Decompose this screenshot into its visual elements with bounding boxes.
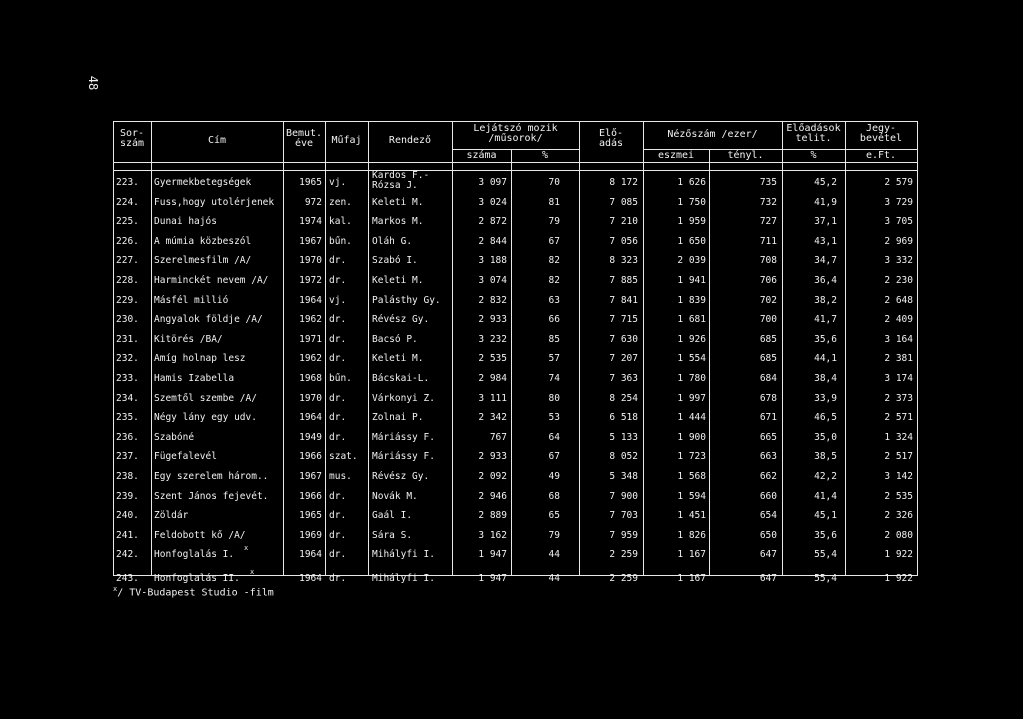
cell-ev: 1969 — [299, 529, 322, 541]
cell-mozi: 3 232 — [478, 333, 507, 345]
cell-telit: 41,7 — [814, 314, 837, 326]
cell-pct: 85 — [548, 333, 560, 345]
cell-mozi: 2 933 — [478, 314, 507, 326]
cell-mufaj: vj. — [329, 177, 347, 188]
cell-ea: 7 363 — [609, 373, 638, 384]
cell-ea: 8 052 — [609, 451, 638, 463]
cell-pct: 53 — [548, 412, 560, 424]
cell-ea: 7 207 — [609, 353, 638, 365]
cell-pct: 67 — [548, 451, 560, 463]
telit-subheader-rule — [782, 149, 917, 150]
cell-n: 230. — [116, 314, 139, 326]
cell-ea: 7 841 — [609, 294, 638, 306]
cell-cim: Angyalok földje /A/ — [154, 314, 263, 326]
cell-cim: Másfél millió — [154, 294, 229, 306]
cell-mozi: 3 097 — [478, 177, 507, 188]
cell-ea: 2 259 — [609, 549, 638, 561]
header-mozik: Lejátszó mozik /műsorok/ — [473, 123, 558, 144]
cell-teny: 735 — [759, 177, 777, 188]
header-bemut: Bemut. éve — [285, 128, 323, 149]
tv-studio-mark: x — [244, 544, 249, 553]
cell-pct: 82 — [548, 275, 560, 286]
header-mozik-pct: % — [541, 150, 549, 161]
cell-mufaj: dr. — [329, 490, 347, 502]
cell-teny: 665 — [759, 431, 777, 443]
cell-esz: 1 626 — [677, 177, 706, 188]
cell-teny: 702 — [759, 294, 777, 306]
cell-ev: 1965 — [299, 510, 322, 522]
cell-rend: Mihályfi I. — [372, 549, 435, 561]
cell-cim: Fügefalevél — [154, 451, 217, 463]
cell-cim: Feldobott kő /A/ — [154, 529, 246, 541]
cell-telit: 42,2 — [814, 471, 837, 482]
cell-n: 237. — [116, 451, 139, 463]
cell-n: 243. — [116, 573, 139, 584]
cell-pct: 80 — [548, 392, 560, 404]
cell-telit: 43,1 — [814, 235, 837, 247]
header-eszmei: eszmei — [657, 150, 695, 161]
cell-teny: 654 — [759, 510, 777, 522]
cell-cim: Dunai hajós — [154, 216, 217, 228]
cell-jegy: 3 705 — [884, 216, 913, 228]
cell-rend: Máriássy F. — [372, 431, 435, 443]
cell-ev: 1972 — [299, 275, 322, 286]
cell-cim: Fuss,hogy utolérjenek — [154, 196, 275, 208]
cell-ev: 1967 — [299, 235, 322, 247]
header-telit-pct: % — [810, 150, 817, 161]
cell-pct: 82 — [548, 255, 560, 267]
cell-mozi: 2 946 — [478, 490, 507, 502]
cell-mozi: 3 188 — [478, 255, 507, 267]
cell-n: 241. — [116, 529, 139, 541]
cell-rend: Kardos F.- Rózsa J. — [372, 170, 430, 191]
cell-telit: 36,4 — [814, 275, 837, 286]
cell-ea: 7 715 — [609, 314, 638, 326]
cell-jegy: 2 080 — [884, 529, 913, 541]
cell-esz: 1 594 — [677, 490, 706, 502]
cell-cim: Szent János fejevét. — [154, 490, 269, 502]
cell-ev: 1965 — [299, 177, 322, 188]
cell-telit: 35,6 — [814, 333, 837, 345]
cell-rend: Máriássy F. — [372, 451, 435, 463]
header-nezoszam: Nézőszám /ezer/ — [667, 129, 758, 140]
cell-n: 232. — [116, 353, 139, 365]
cell-pct: 79 — [548, 216, 560, 228]
cell-ev: 1967 — [299, 471, 322, 482]
cell-ev: 1962 — [299, 353, 322, 365]
film-statistics-table — [113, 121, 917, 584]
cell-esz: 1 959 — [677, 216, 706, 228]
cell-pct: 66 — [548, 314, 560, 326]
cell-ev: 1970 — [299, 392, 322, 404]
cell-ev: 1962 — [299, 314, 322, 326]
cell-mufaj: zen. — [329, 196, 352, 208]
cell-telit: 55,4 — [814, 549, 837, 561]
cell-ea: 7 630 — [609, 333, 638, 345]
cell-teny: 685 — [759, 333, 777, 345]
cell-telit: 38,2 — [814, 294, 837, 306]
tv-studio-mark: x — [250, 568, 255, 576]
cell-cim: Amíg holnap lesz — [154, 353, 246, 365]
cell-jegy: 3 729 — [884, 196, 913, 208]
cell-ev: 1968 — [299, 373, 322, 384]
cell-mufaj: dr. — [329, 529, 347, 541]
cell-n: 238. — [116, 471, 139, 482]
cell-rend: Szabó I. — [372, 255, 418, 267]
cell-ea: 8 323 — [609, 255, 638, 267]
cell-jegy: 2 571 — [884, 412, 913, 424]
cell-telit: 35,6 — [814, 529, 837, 541]
cell-teny: 685 — [759, 353, 777, 365]
cell-esz: 1 723 — [677, 451, 706, 463]
cell-ev: 1974 — [299, 216, 322, 228]
cell-mozi: 3 074 — [478, 275, 507, 286]
header-jegybevetel: Jegy- bevétel — [859, 123, 903, 144]
cell-n: 226. — [116, 235, 139, 247]
cell-mozi: 2 872 — [478, 216, 507, 228]
cell-rend: Gaál I. — [372, 510, 413, 522]
cell-pct: 79 — [548, 529, 560, 541]
cell-cim: Honfoglalás I. — [154, 549, 235, 561]
cell-ea: 5 348 — [609, 471, 638, 482]
cell-jegy: 3 142 — [884, 471, 913, 482]
cell-rend: Keleti M. — [372, 196, 424, 208]
cell-rend: Bácskai-L. — [372, 373, 430, 384]
cell-n: 240. — [116, 510, 139, 522]
cell-mufaj: dr. — [329, 431, 347, 443]
cell-ea: 7 900 — [609, 490, 638, 502]
cell-n: 228. — [116, 275, 139, 286]
cell-esz: 1 997 — [677, 392, 706, 404]
cell-rend: Bacsó P. — [372, 333, 418, 345]
cell-ev: 1966 — [299, 451, 322, 463]
cell-mufaj: bűn. — [329, 235, 352, 247]
cell-n: 223. — [116, 177, 139, 188]
cell-mufaj: vj. — [329, 294, 347, 306]
cell-cim: Hamis Izabella — [154, 373, 235, 384]
header-tenyl: tényl. — [727, 150, 764, 161]
cell-jegy: 2 326 — [884, 510, 913, 522]
cell-telit: 37,1 — [814, 216, 837, 228]
cell-teny: 700 — [759, 314, 777, 326]
cell-ev: 1964 — [299, 294, 322, 306]
cell-mozi: 2 844 — [478, 235, 507, 247]
cell-jegy: 2 230 — [884, 275, 913, 286]
cell-jegy: 2 535 — [884, 490, 913, 502]
cell-cim: Négy lány egy udv. — [154, 412, 257, 424]
cell-teny: 663 — [759, 451, 777, 463]
cell-mufaj: dr. — [329, 255, 347, 267]
cell-telit: 38,4 — [814, 373, 837, 384]
cell-telit: 41,9 — [814, 196, 837, 208]
cell-jegy: 3 164 — [884, 333, 913, 345]
cell-ea: 7 703 — [609, 510, 638, 522]
cell-esz: 1 444 — [677, 412, 706, 424]
cell-esz: 1 826 — [677, 529, 706, 541]
footnote — [113, 585, 274, 598]
cell-mufaj: dr. — [329, 510, 347, 522]
header-jegy-unit: e.Ft. — [865, 150, 897, 161]
cell-cim: Honfoglalás II. — [154, 573, 240, 584]
cell-pct: 63 — [548, 294, 560, 306]
header-bottom-rule — [113, 162, 917, 163]
cell-esz: 1 750 — [677, 196, 706, 208]
cell-telit: 45,1 — [814, 510, 837, 522]
cell-ea: 7 210 — [609, 216, 638, 228]
cell-mozi: 1 947 — [478, 573, 507, 584]
header-mozik-szama: száma — [466, 150, 497, 161]
cell-pct: 68 — [548, 490, 560, 502]
cell-mozi: 3 111 — [478, 392, 507, 404]
cell-ea: 7 959 — [609, 529, 638, 541]
cell-pct: 44 — [548, 549, 560, 561]
cell-ev: 1970 — [299, 255, 322, 267]
cell-ev: 972 — [304, 196, 322, 208]
cell-mufaj: dr. — [329, 314, 347, 326]
cell-jegy: 2 409 — [884, 314, 913, 326]
cell-mufaj: dr. — [329, 549, 347, 561]
cell-teny: 647 — [759, 549, 777, 561]
cell-mozi: 3 024 — [478, 196, 507, 208]
cell-n: 229. — [116, 294, 139, 306]
cell-teny: 678 — [759, 392, 777, 404]
cell-cim: Kitörés /BA/ — [154, 333, 223, 345]
cell-cim: Szerelmesfilm /A/ — [154, 255, 252, 267]
cell-jegy: 1 922 — [884, 573, 913, 584]
cell-rend: Várkonyi Z. — [372, 392, 435, 404]
cell-pct: 64 — [548, 431, 560, 443]
cell-teny: 711 — [759, 235, 777, 247]
cell-esz: 1 167 — [677, 549, 706, 561]
cell-mufaj: dr. — [329, 275, 347, 286]
cell-jegy: 2 373 — [884, 392, 913, 404]
footnote-mark: x — [113, 585, 118, 593]
header-mufaj: Műfaj — [331, 135, 362, 146]
cell-ev: 1964 — [299, 573, 322, 584]
cell-teny: 660 — [759, 490, 777, 502]
cell-esz: 1 926 — [677, 333, 706, 345]
cell-jegy: 2 969 — [884, 235, 913, 247]
header-eloadasok-telit: Előadások telit. — [786, 123, 841, 144]
cell-n: 239. — [116, 490, 139, 502]
cell-teny: 727 — [759, 216, 777, 228]
cell-esz: 1 568 — [677, 471, 706, 482]
cell-n: 236. — [116, 431, 139, 443]
cell-pct: 81 — [548, 196, 560, 208]
cell-cim: Szabóné — [154, 431, 195, 443]
cell-teny: 647 — [759, 573, 777, 584]
cell-n: 224. — [116, 196, 139, 208]
cell-jegy: 3 174 — [884, 373, 913, 384]
cell-mozi: 2 535 — [478, 353, 507, 365]
cell-mozi: 2 933 — [478, 451, 507, 463]
cell-telit: 41,4 — [814, 490, 837, 502]
cell-rend: Markos M. — [372, 216, 424, 228]
cell-mufaj: dr. — [329, 573, 347, 584]
cell-mufaj: dr. — [329, 333, 347, 345]
cell-n: 227. — [116, 255, 139, 267]
cell-telit: 44,1 — [814, 353, 837, 365]
cell-cim: Szemtől szembe /A/ — [154, 392, 257, 404]
cell-mufaj: dr. — [329, 353, 347, 365]
cell-cim: Egy szerelem három.. — [154, 471, 269, 482]
cell-esz: 2 039 — [677, 255, 706, 267]
cell-rend: Zolnai P. — [372, 412, 424, 424]
cell-esz: 1 941 — [677, 275, 706, 286]
header-eloadas: Elő- adás — [598, 128, 624, 149]
cell-teny: 662 — [759, 471, 777, 482]
cell-pct: 74 — [548, 373, 560, 384]
cell-telit: 34,7 — [814, 255, 837, 267]
cell-ea: 6 518 — [609, 412, 638, 424]
cell-mufaj: kal. — [329, 216, 352, 228]
cell-pct: 57 — [548, 353, 560, 365]
cell-n: 242. — [116, 549, 139, 561]
cell-ev: 1971 — [299, 333, 322, 345]
table-top-rule — [113, 121, 917, 122]
cell-jegy: 1 324 — [884, 431, 913, 443]
cell-mufaj: dr. — [329, 412, 347, 424]
cell-n: 235. — [116, 412, 139, 424]
cell-n: 233. — [116, 373, 139, 384]
cell-jegy: 3 332 — [884, 255, 913, 267]
cell-mufaj: bűn. — [329, 373, 352, 384]
cell-ea: 2 259 — [609, 573, 638, 584]
cell-pct: 44 — [548, 573, 560, 584]
cell-ea: 8 254 — [609, 392, 638, 404]
cell-telit: 33,9 — [814, 392, 837, 404]
cell-rend: Révész Gy. — [372, 471, 430, 482]
cell-mozi: 2 342 — [478, 412, 507, 424]
cell-mozi: 2 889 — [478, 510, 507, 522]
cell-esz: 1 900 — [677, 431, 706, 443]
cell-esz: 1 650 — [677, 235, 706, 247]
cell-n: 231. — [116, 333, 139, 345]
cell-telit: 46,5 — [814, 412, 837, 424]
cell-telit: 38,5 — [814, 451, 837, 463]
cell-rend: Sára S. — [372, 529, 413, 541]
header-sorszam: Sor- szám — [119, 128, 145, 149]
cell-mufaj: dr. — [329, 392, 347, 404]
cell-mufaj: mus. — [329, 471, 352, 482]
cell-esz: 1 451 — [677, 510, 706, 522]
cell-n: 225. — [116, 216, 139, 228]
cell-mozi: 1 947 — [478, 549, 507, 561]
page-number: 48 — [86, 75, 101, 91]
cell-ea: 7 085 — [609, 196, 638, 208]
cell-esz: 1 681 — [677, 314, 706, 326]
footnote-text: / TV-Budapest Studio -film — [117, 587, 274, 599]
cell-cim: Gyermekbetegségek — [154, 177, 252, 188]
cell-esz: 1 839 — [677, 294, 706, 306]
cell-teny: 650 — [759, 529, 777, 541]
cell-rend: Mihályfi I. — [372, 573, 435, 584]
cell-teny: 706 — [759, 275, 777, 286]
cell-rend: Oláh G. — [372, 235, 413, 247]
cell-teny: 732 — [759, 196, 777, 208]
cell-ev: 1964 — [299, 412, 322, 424]
body-top-rule — [113, 170, 917, 171]
cell-rend: Keleti M. — [372, 275, 424, 286]
cell-ea: 8 172 — [609, 177, 638, 188]
cell-pct: 70 — [548, 177, 560, 188]
cell-jegy: 2 579 — [884, 177, 913, 188]
cell-esz: 1 554 — [677, 353, 706, 365]
cell-mozi: 3 162 — [478, 529, 507, 541]
cell-esz: 1 167 — [677, 573, 706, 584]
cell-pct: 67 — [548, 235, 560, 247]
cell-mozi: 2 984 — [478, 373, 507, 384]
cell-mozi: 2 832 — [478, 294, 507, 306]
header-cim: Cím — [207, 135, 227, 146]
cell-telit: 35,0 — [814, 431, 837, 443]
cell-cim: A múmia közbeszól — [154, 235, 252, 247]
cell-jegy: 2 517 — [884, 451, 913, 463]
cell-cim: Harminckét nevem /A/ — [154, 275, 269, 286]
cell-telit: 45,2 — [814, 177, 837, 188]
cell-jegy: 1 922 — [884, 549, 913, 561]
cell-n: 234. — [116, 392, 139, 404]
cell-ev: 1964 — [299, 549, 322, 561]
cell-telit: 55,4 — [814, 573, 837, 584]
cell-ea: 7 056 — [609, 235, 638, 247]
cell-mozi: 2 092 — [478, 471, 507, 482]
cell-ea: 5 133 — [609, 431, 638, 443]
cell-jegy: 2 381 — [884, 353, 913, 365]
cell-rend: Révész Gy. — [372, 314, 430, 326]
cell-ev: 1949 — [299, 431, 322, 443]
cell-rend: Keleti M. — [372, 353, 424, 365]
cell-teny: 684 — [759, 373, 777, 384]
cell-teny: 671 — [759, 412, 777, 424]
cell-mufaj: szat. — [329, 451, 358, 463]
cell-esz: 1 780 — [677, 373, 706, 384]
cell-pct: 65 — [548, 510, 560, 522]
cell-ev: 1966 — [299, 490, 322, 502]
cell-cim: Zöldár — [154, 510, 189, 522]
header-rendezo: Rendező — [388, 135, 432, 146]
cell-mozi: 767 — [489, 431, 507, 443]
cell-jegy: 2 648 — [884, 294, 913, 306]
cell-rend: Novák M. — [372, 490, 418, 502]
cell-ea: 7 885 — [609, 275, 638, 286]
cell-rend: Palásthy Gy. — [372, 294, 441, 306]
cell-pct: 49 — [548, 471, 560, 482]
cell-teny: 708 — [759, 255, 777, 267]
